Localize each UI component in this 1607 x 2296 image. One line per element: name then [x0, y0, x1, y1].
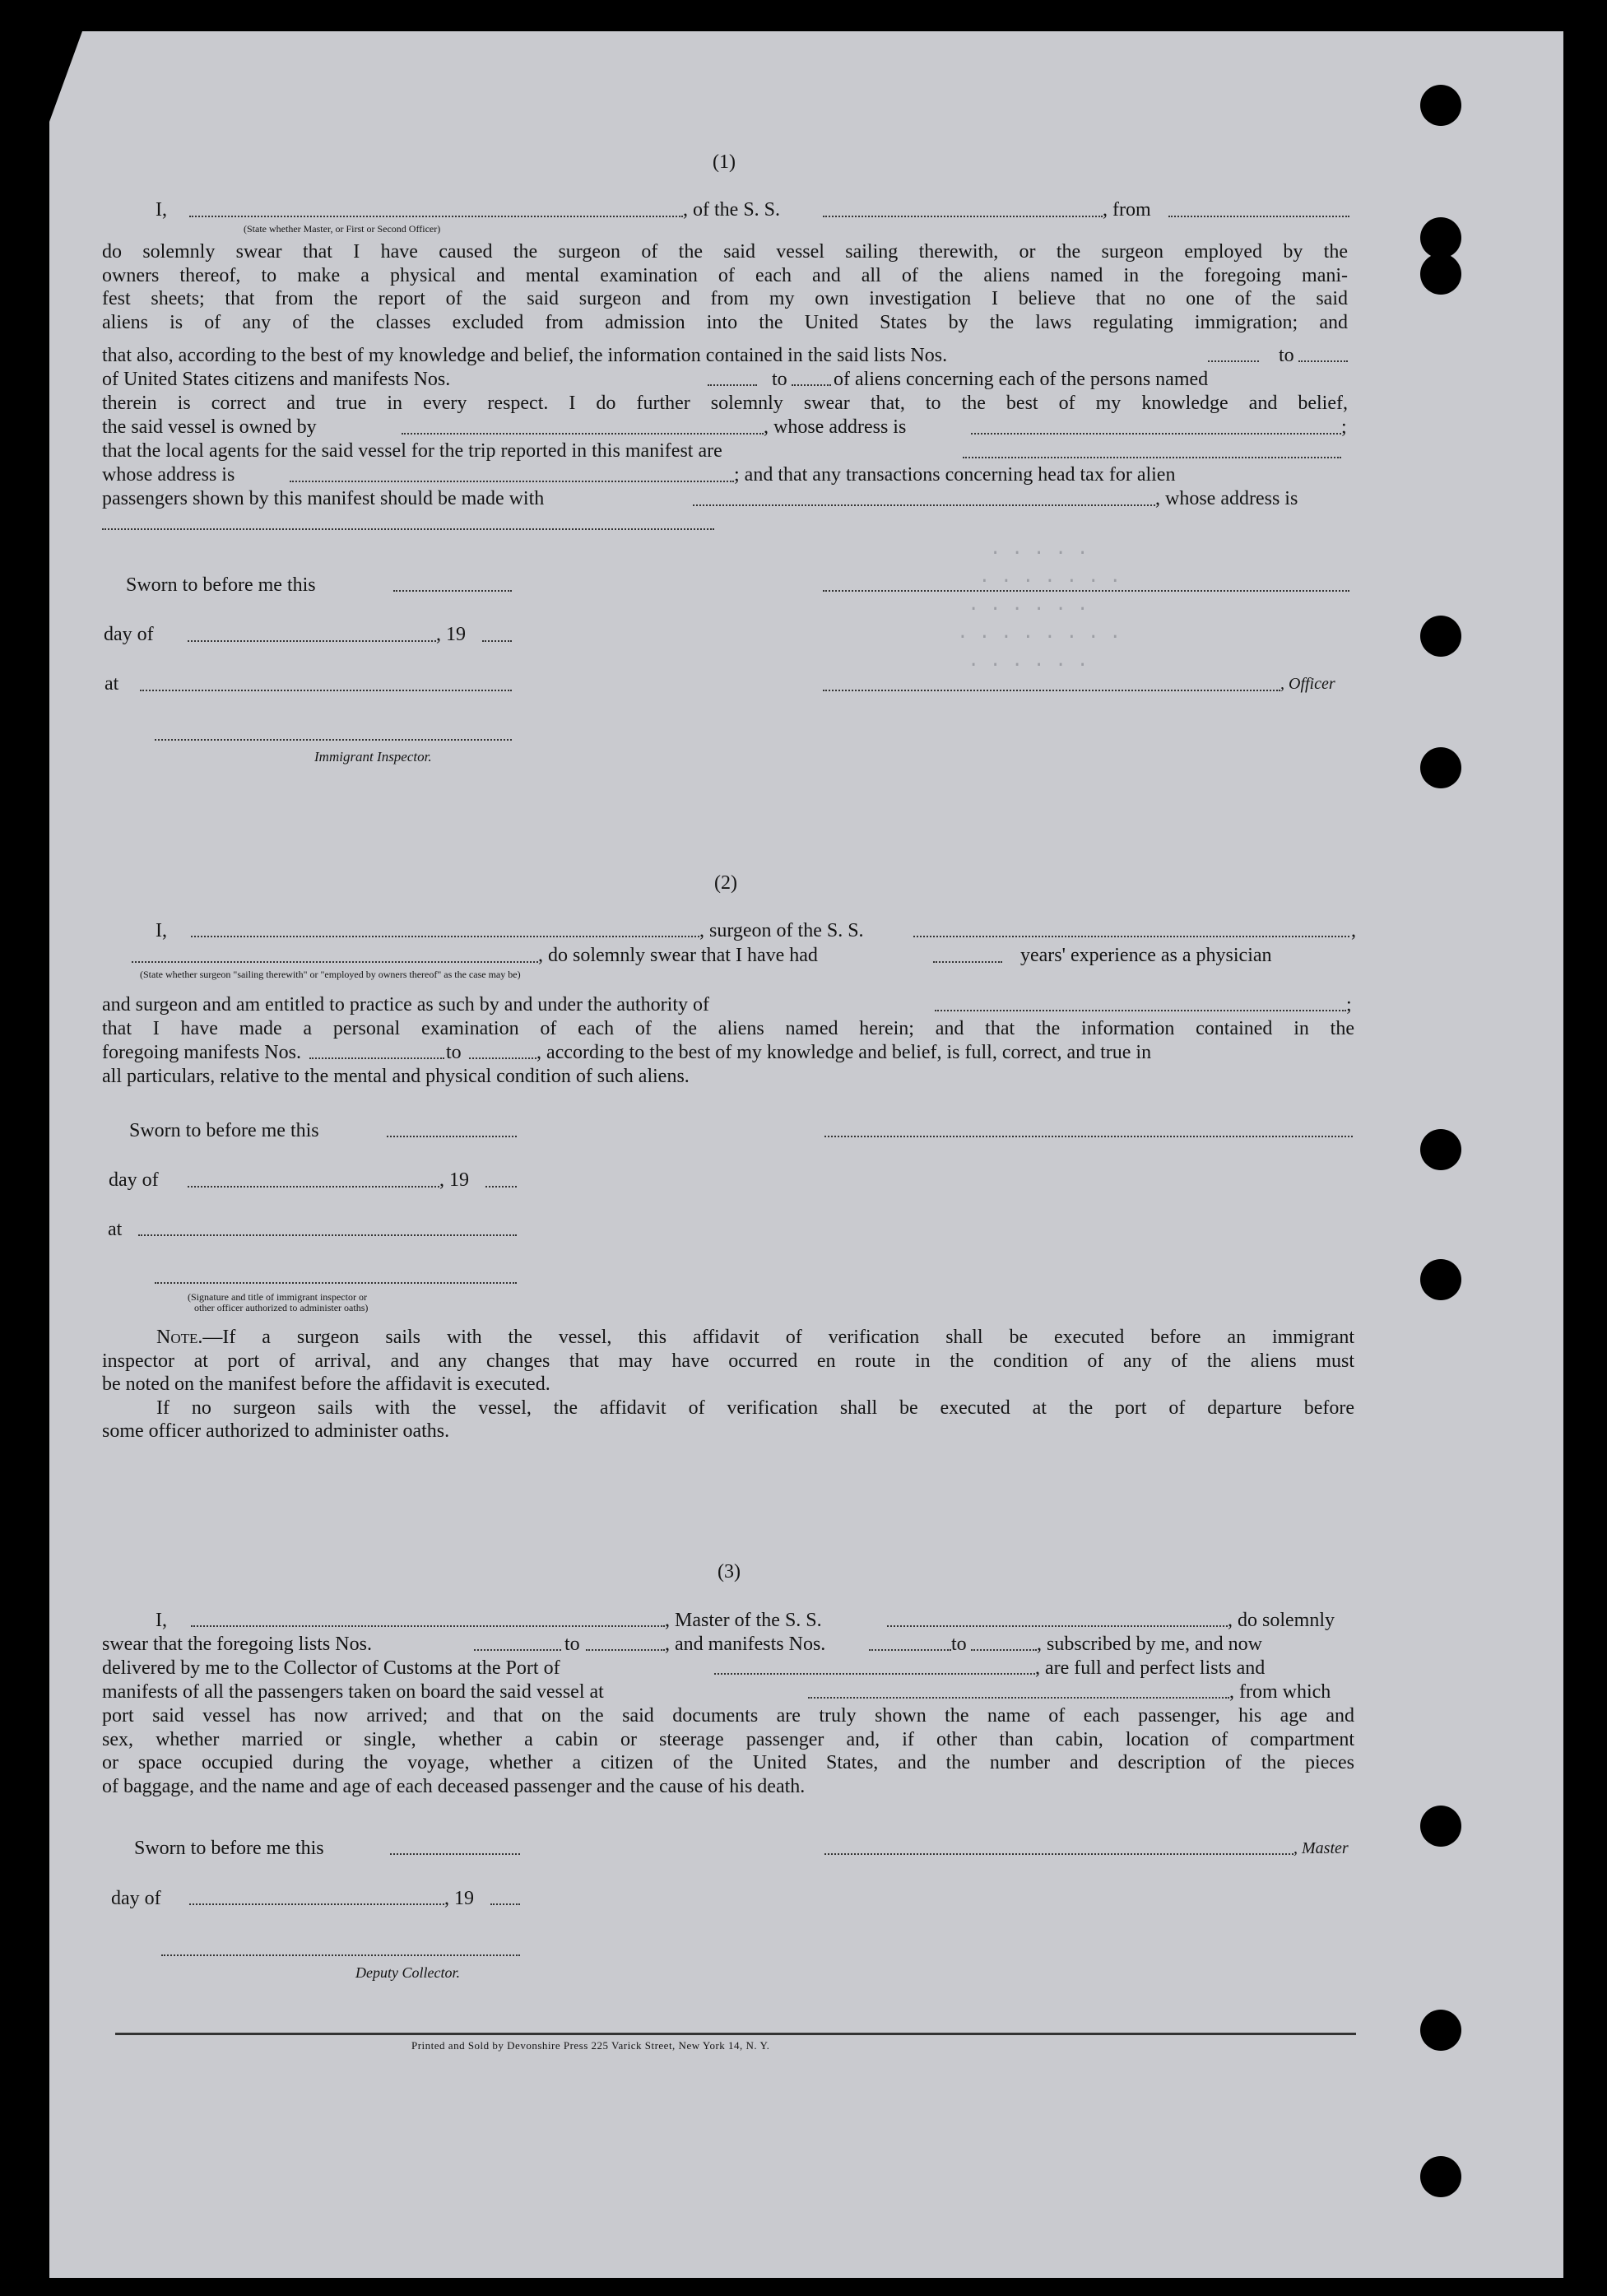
section3-year-field[interactable]	[490, 1903, 520, 1905]
section1-passengers: passengers shown by this manifest should be made with	[102, 488, 545, 509]
section2-manifests-to-field[interactable]	[469, 1057, 536, 1059]
section1-local-agents: that the local agents for the said vessel for the trip reported in this manifest are	[102, 440, 722, 462]
section3-lists-from-field[interactable]	[474, 1649, 561, 1651]
section3-manifests-from-field[interactable]	[869, 1649, 951, 1651]
section1-semicolon: ;	[1341, 416, 1347, 438]
section1-body-2: therein is correct and true in every respect. I do further solemnly swear that, to the best of my knowledge and belief,	[102, 393, 1348, 414]
section3-port-field[interactable]	[714, 1673, 1035, 1675]
section1-whose-address: , whose address is	[764, 416, 907, 438]
section1-caption: (State whether Master, or First or Second Officer)	[244, 223, 441, 235]
section2-authority: and surgeon and am entitled to practice as such by and under the authority of	[102, 994, 709, 1016]
section3-collector-field[interactable]	[161, 1954, 520, 1956]
section2-sig-caption-2: other officer authorized to administer oaths)	[194, 1302, 369, 1313]
section3-vessel-field[interactable]	[887, 1625, 1228, 1627]
section3-to: to	[564, 1634, 580, 1655]
section1-from-field[interactable]	[1168, 216, 1349, 217]
section3-manifests-nos: , and manifests Nos.	[665, 1634, 826, 1655]
section3-departure-field[interactable]	[808, 1697, 1229, 1699]
note-label: Note.	[156, 1327, 203, 1348]
section3-sworn: Sworn to before me this	[134, 1838, 324, 1859]
punch-hole	[1420, 217, 1461, 258]
section1-head-tax: ; and that any transactions concerning head tax for alien	[734, 464, 1176, 486]
section3-collector-label: Deputy Collector.	[355, 1964, 460, 1981]
section2-surgeon-signature-field[interactable]	[824, 1136, 1353, 1137]
section2-solemnly-swear: , do solemnly swear that I have had	[538, 945, 818, 966]
section3-taken-aboard: manifests of all the passengers taken on board the said vessel at	[102, 1681, 604, 1703]
punch-hole	[1420, 85, 1461, 126]
section2-sworn-field[interactable]	[387, 1136, 517, 1137]
section2-at-field[interactable]	[138, 1234, 517, 1236]
bleed-through: . . . . . . . . . . . . . . . . . . . . . . . . . . . . . . . .	[946, 538, 1121, 671]
section1-manifests-from-field[interactable]	[708, 384, 757, 386]
section2-heading: (2)	[714, 872, 737, 894]
punch-hole	[1420, 1806, 1461, 1847]
section2-authority-field[interactable]	[935, 1010, 1346, 1011]
section2-comma: ,	[1351, 920, 1356, 941]
section3-day-field[interactable]	[189, 1903, 444, 1905]
section1-inspector-label: Immigrant Inspector.	[314, 749, 432, 765]
punch-hole	[1420, 253, 1461, 295]
section1-inspector-field[interactable]	[155, 739, 512, 741]
section1-to-2: to	[772, 369, 787, 390]
section2-inspector-signature-field[interactable]	[155, 1282, 517, 1284]
section2-manifests-from-field[interactable]	[309, 1057, 444, 1059]
section1-agents-field[interactable]	[963, 457, 1341, 458]
footer-rule	[115, 2033, 1356, 2035]
section3-full-perfect: , are full and perfect lists and	[1035, 1657, 1266, 1679]
section1-agents-address-label: whose address is	[102, 464, 235, 486]
section2-years-experience: years' experience as a physician	[1020, 945, 1272, 966]
section2-day-field[interactable]	[188, 1186, 439, 1188]
section1-owner-field[interactable]	[402, 433, 764, 435]
section3-year: , 19	[444, 1888, 474, 1909]
section2-years-field[interactable]	[933, 961, 1002, 963]
section1-from: , from	[1103, 199, 1151, 221]
section3-foregoing-lists: swear that the foregoing lists Nos.	[102, 1634, 372, 1655]
section1-name-field[interactable]	[189, 216, 683, 217]
punch-hole	[1420, 2010, 1461, 2051]
section1-at-field[interactable]	[140, 690, 512, 691]
section1-lists-from-field[interactable]	[1208, 360, 1259, 362]
section3-master-label: , Master	[1293, 1839, 1349, 1857]
section3-from-which: , from which	[1229, 1681, 1331, 1703]
section3-heading: (3)	[718, 1561, 741, 1583]
section3-master-of: , Master of the S. S.	[665, 1610, 822, 1631]
section1-sworn-field[interactable]	[393, 590, 512, 592]
section2-sig-caption-1: (Signature and title of immigrant inspector or	[188, 1291, 367, 1303]
section3-name-field[interactable]	[191, 1625, 665, 1627]
section1-lists-to-field[interactable]	[1298, 360, 1348, 362]
section1-officer-signature-field[interactable]	[823, 590, 1349, 592]
section1-owned-by: the said vessel is owned by	[102, 416, 317, 438]
section2-surgeon-of: , surgeon of the S. S.	[699, 920, 864, 941]
printer-imprint: Printed and Sold by Devonshire Press 225 Varick Street, New York 14, N. Y.	[411, 2039, 770, 2052]
section2-year: , 19	[439, 1169, 469, 1191]
section3-sworn-field[interactable]	[390, 1853, 520, 1855]
punch-hole	[1420, 1259, 1461, 1300]
section3-collector-port: delivered by me to the Collector of Customs at the Port of	[102, 1657, 560, 1679]
section1-whose-address-2: , whose address is	[1155, 488, 1298, 509]
section2-name-field[interactable]	[191, 936, 699, 937]
section2-vessel-field[interactable]	[913, 936, 1349, 937]
section1-vessel-field[interactable]	[823, 216, 1103, 217]
section1-aliens-concerning: of aliens concerning each of the persons named	[834, 369, 1209, 390]
section2-according: , according to the best of my knowledge and belief, is full, correct, and true in	[536, 1042, 1152, 1063]
section2-year-field[interactable]	[485, 1186, 517, 1188]
section2-day-of: day of	[109, 1169, 159, 1191]
section2-i-label: I,	[156, 920, 167, 941]
section1-to: to	[1279, 345, 1294, 366]
section1-sworn: Sworn to before me this	[126, 574, 316, 596]
section1-manifests-to-field[interactable]	[792, 384, 831, 386]
punch-hole	[1420, 747, 1461, 788]
section2-particulars: all particulars, relative to the mental and physical condition of such aliens.	[102, 1066, 690, 1087]
section1-day-field[interactable]	[188, 640, 436, 642]
section2-semicolon: ;	[1346, 994, 1352, 1016]
section2-sworn: Sworn to before me this	[129, 1120, 319, 1141]
section3-day-of: day of	[111, 1888, 161, 1909]
section3-i-label: I,	[156, 1610, 167, 1631]
section3-lists-to-field[interactable]	[586, 1649, 665, 1651]
section2-manifests-nos: foregoing manifests Nos.	[102, 1042, 301, 1063]
section1-officer-label: , Officer	[1280, 675, 1335, 693]
section1-agents-address-field[interactable]	[290, 481, 734, 482]
section1-owner-address-field[interactable]	[971, 433, 1341, 435]
section1-head-tax-field[interactable]	[693, 504, 1155, 506]
section1-officer-field[interactable]	[823, 690, 1280, 691]
section1-at: at	[105, 673, 119, 695]
section2-body: that I have made a personal examination of each of the aliens named herein; and that the information contained in the	[102, 1018, 1354, 1039]
section1-lists-nos: that also, according to the best of my knowledge and belief, the information contained in the said lists Nos.	[102, 345, 948, 366]
section1-i-label: I,	[156, 199, 167, 221]
section3-body: port said vessel has now arrived; and that on the said documents are truly shown the name of each passenger, his age and sex, whether married or single, whether a cabin or steerage passenger and, if other than cabin, location of compartment or space occupied during the voyage, whether a citizen of the United States, and the number and description of the pieces of baggage, and the name and age of each deceased passenger and the cause of his death.	[102, 1705, 1354, 1797]
section3-to-2: to	[951, 1634, 967, 1655]
section1-of-ss: , of the S. S.	[683, 199, 781, 221]
section2-to: to	[446, 1042, 462, 1063]
section3-subscribed: , subscribed by me, and now	[1037, 1634, 1262, 1655]
punch-hole	[1420, 616, 1461, 657]
section3-manifests-to-field[interactable]	[971, 1649, 1037, 1651]
section2-caption: (State whether surgeon "sailing therewith" or "employed by owners thereof" as the case may be)	[140, 969, 521, 980]
section1-heading: (1)	[713, 151, 736, 173]
section1-year-field[interactable]	[482, 640, 512, 642]
section3-master-signature-field[interactable]	[824, 1853, 1293, 1855]
section2-note: Note.—If a surgeon sails with the vessel, this affidavit of verification shall be executed before an immigrant inspector at port of arrival, and any changes that may have occurred en route in the condition of any of the aliens must be noted on the manifest before the affidavit is executed. If no surgeon sails with the vessel, the affidavit of verification shall be executed at the port of departure before some officer authorized to administer oaths.	[102, 1327, 1354, 1443]
punch-hole	[1420, 2156, 1461, 2197]
section2-at: at	[108, 1219, 123, 1240]
section1-head-tax-address-field[interactable]	[102, 528, 714, 530]
punch-hole	[1420, 1129, 1461, 1170]
section2-type-field[interactable]	[132, 961, 538, 963]
section3-do-solemnly: , do solemnly	[1228, 1610, 1335, 1631]
section1-day-of: day of	[104, 624, 154, 645]
section1-body: do solemnly swear that I have caused the surgeon of the said vessel sailing therewith, or the surgeon employed by the owners thereof, to make a physical and mental examination of each and all of the aliens named in the foregoing mani- fest sheets; that from the report of the said surgeon and from my own investigation I believe that no one of the said aliens is of any of the classes excluded from admission into the United States by the laws regulating immigration; and	[102, 241, 1348, 333]
section1-year: , 19	[436, 624, 466, 645]
section1-citizens: of United States citizens and manifests Nos.	[102, 369, 451, 390]
